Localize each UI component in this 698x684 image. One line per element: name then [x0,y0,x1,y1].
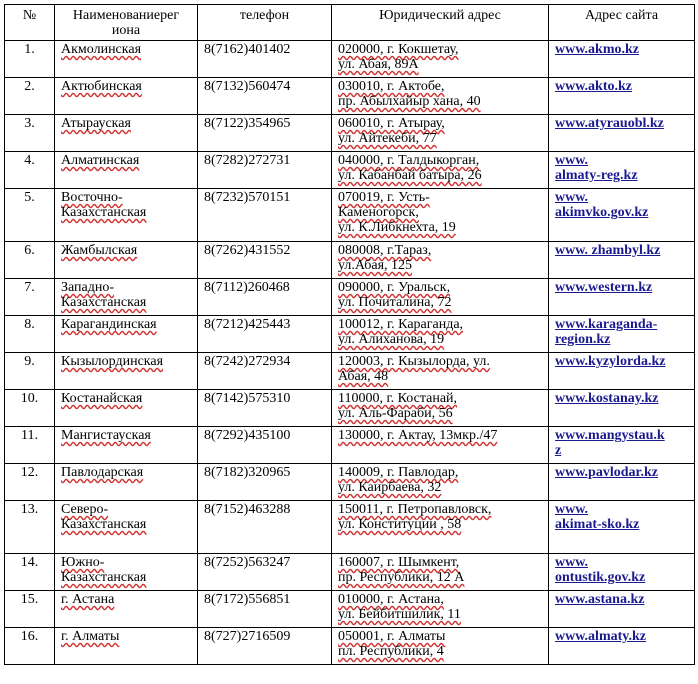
row-number [5,242,55,279]
row-number-text: 15. [20,592,39,607]
phone-number [198,41,332,78]
row-number [5,464,55,501]
website-link[interactable]: www.pavlodar.kz [555,465,658,480]
region-name [55,353,198,390]
website [549,152,695,189]
table-row [5,554,695,591]
legal-address [332,316,549,353]
row-number-text: 4. [24,153,35,168]
phone-number [198,189,332,242]
website-link[interactable]: www.astana.kz [555,592,645,607]
row-number [5,115,55,152]
website-link[interactable]: www.akmo.kz [555,42,640,57]
region-name [55,279,198,316]
phone-number [198,554,332,591]
region-name-text: Акмолинская [61,42,142,57]
legal-address [332,152,549,189]
phone-number-text: 8(7112)260468 [204,280,290,295]
website [549,591,695,628]
website [549,390,695,427]
table-row [5,353,695,390]
row-number [5,427,55,464]
phone-number [198,464,332,501]
region-name [55,501,198,554]
header-row [5,5,695,41]
legal-address-text: 060010, г. Атырау, ул. Айтекеби, 77 [338,116,445,146]
region-name-text: Актюбинская [61,79,142,94]
website [549,279,695,316]
region-name [55,427,198,464]
legal-address [332,628,549,665]
website [549,78,695,115]
website-link[interactable]: www.karaganda- region.kz [555,317,658,347]
website-link[interactable]: www. zhambyl.kz [555,243,661,258]
website [549,554,695,591]
table-row [5,427,695,464]
region-name [55,152,198,189]
row-number-text: 2. [24,79,35,94]
region-name [55,242,198,279]
website-link[interactable]: www.kostanay.kz [555,391,659,406]
header-website: Адрес сайта [549,5,695,41]
legal-address-text: 070019, г. Усть- Каменогорск, ул. К.Либкнехта, 19 [338,190,456,235]
region-name-text: Карагандинская [61,317,157,332]
region-name [55,390,198,427]
row-number [5,316,55,353]
region-name [55,591,198,628]
row-number-text: 9. [24,354,35,369]
region-name-text: Западно- Казахстанская [61,280,147,310]
website [549,41,695,78]
website [549,115,695,152]
phone-number [198,501,332,554]
table-row [5,78,695,115]
table-row [5,152,695,189]
phone-number-text: 8(7262)431552 [204,243,291,258]
website [549,316,695,353]
region-name [55,554,198,591]
region-name-text: г. Астана [61,592,115,607]
region-name-text: Мангистауская [61,428,151,443]
legal-address-text: 050001, г. Алматы пл. Республики, 4 [338,629,446,659]
website [549,189,695,242]
row-number-text: 5. [24,190,35,205]
table-row [5,115,695,152]
website [549,242,695,279]
table-row [5,628,695,665]
legal-address-text: 110000, г. Костанай, ул. Аль-Фараби, 56 [338,391,458,421]
row-number-text: 7. [24,280,35,295]
legal-address-text: 040000, г. Талдыкорган, ул. Кабанбай батыра, 26 [338,153,482,183]
website-link[interactable]: www.kyzylorda.kz [555,354,666,369]
region-name-text: Павлодарская [61,465,144,480]
legal-address [332,464,549,501]
website-link[interactable]: www. almaty-reg.kz [555,153,638,183]
website-link[interactable]: www. akimvko.gov.kz [555,190,649,220]
phone-number-text: 8(7242)272934 [204,354,291,369]
website [549,427,695,464]
phone-number [198,353,332,390]
region-name-text: Костанайская [61,391,143,406]
row-number [5,353,55,390]
legal-address [332,279,549,316]
row-number [5,78,55,115]
row-number [5,628,55,665]
region-name [55,316,198,353]
legal-address-text: 010000, г. Астана, ул. Бейбитшилик, 11 [338,592,461,622]
row-number [5,189,55,242]
table-row [5,242,695,279]
row-number-text: 1. [24,42,35,57]
row-number [5,41,55,78]
legal-address [332,427,549,464]
region-name [55,41,198,78]
phone-number-text: 8(7132)560474 [204,79,291,94]
phone-number-text: 8(7182)320965 [204,465,291,480]
header-legal-address: Юридический адрес [332,5,549,41]
table-row [5,501,695,554]
phone-number-text: 8(7142)575310 [204,391,291,406]
table-row [5,189,695,242]
website [549,628,695,665]
website [549,353,695,390]
website-link[interactable]: www.almaty.kz [555,629,646,644]
row-number-text: 10. [20,391,39,406]
legal-address [332,78,549,115]
header-number: № [5,5,55,41]
region-name [55,464,198,501]
legal-address [332,242,549,279]
header-phone: телефон [198,5,332,41]
region-name-text: Южно- Казахстанская [61,555,147,585]
website-link[interactable]: www.mangystau.k z [555,428,665,458]
region-name-text: Алматинская [61,153,140,168]
phone-number-text: 8(7172)556851 [204,592,291,607]
phone-number-text: 8(7162)401402 [204,42,291,57]
legal-address-text: 160007, г. Шымкент, пр. Республики, 12 А [338,555,465,585]
legal-address-text: 090000, г. Уральск, ул. Почиталина, 72 [338,280,452,310]
phone-number [198,279,332,316]
phone-number-text: 8(7122)354965 [204,116,291,131]
legal-address-text: 150011, г. Петропавловск, ул. Конституции , 58 [338,502,492,532]
row-number-text: 8. [24,317,35,332]
legal-address [332,353,549,390]
region-name [55,115,198,152]
region-name-text: Атырауская [61,116,131,131]
row-number [5,591,55,628]
row-number-text: 14. [20,555,39,570]
row-number-text: 11. [21,428,38,443]
row-number-text: 3. [24,116,35,131]
legal-address-text: 120003, г. Кызылорда, ул. Абая, 48 [338,354,490,384]
table-row [5,464,695,501]
row-number [5,554,55,591]
row-number [5,501,55,554]
phone-number [198,427,332,464]
region-name-text: Жамбылская [61,243,138,258]
region-name-text: Кызылординская [61,354,164,369]
legal-address-text: 020000, г. Кокшетау, ул. Абая, 89А [338,42,459,72]
region-name [55,189,198,242]
legal-address-text: 030010, г. Актобе, пр. Абылхайыр хана, 40 [338,79,481,109]
region-name-text: Восточно- Казахстанская [61,190,147,220]
legal-address [332,554,549,591]
website-link[interactable]: www.akto.kz [555,79,633,94]
phone-number-text: 8(7252)563247 [204,555,291,570]
legal-address-text: 130000, г. Актау, 13мкр./47 [338,428,498,443]
phone-number [198,115,332,152]
row-number-text: 16. [20,629,39,644]
region-name [55,78,198,115]
table-row [5,390,695,427]
phone-number [198,152,332,189]
phone-number-text: 8(727)2716509 [204,629,291,644]
row-number-text: 13. [20,502,39,517]
header-region-name: Наименованиерег иона [55,5,198,41]
phone-number [198,628,332,665]
row-number [5,152,55,189]
legal-address [332,189,549,242]
legal-address [332,115,549,152]
legal-address-text: 140009, г. Павлодар, ул. Каирбаева, 32 [338,465,459,495]
phone-number [198,316,332,353]
table-row [5,279,695,316]
website-link[interactable]: www. ontustik.gov.kz [555,555,646,585]
row-number-text: 6. [24,243,35,258]
website-link[interactable]: www. akimat-sko.kz [555,502,640,532]
website [549,464,695,501]
table-row [5,591,695,628]
regions-table [4,4,695,665]
legal-address [332,591,549,628]
row-number-text: 12. [20,465,39,480]
table-row [5,41,695,78]
phone-number [198,591,332,628]
legal-address-text: 100012, г. Караганда, ул. Алиханова, 19 [338,317,464,347]
legal-address [332,501,549,554]
region-name [55,628,198,665]
phone-number [198,242,332,279]
website-link[interactable]: www.western.kz [555,280,653,295]
website-link[interactable]: www.atyrauobl.kz [555,116,664,131]
phone-number-text: 8(7292)435100 [204,428,291,443]
phone-number [198,390,332,427]
table-row [5,316,695,353]
website [549,501,695,554]
phone-number-text: 8(7282)272731 [204,153,291,168]
row-number [5,279,55,316]
legal-address [332,390,549,427]
legal-address-text: 080008, г.Тараз, ул.Абая, 125 [338,243,432,273]
phone-number [198,78,332,115]
region-name-text: г. Алматы [61,629,120,644]
region-name-text: Северо- Казахстанская [61,502,147,532]
phone-number-text: 8(7212)425443 [204,317,291,332]
legal-address [332,41,549,78]
phone-number-text: 8(7232)570151 [204,190,291,205]
phone-number-text: 8(7152)463288 [204,502,291,517]
row-number [5,390,55,427]
